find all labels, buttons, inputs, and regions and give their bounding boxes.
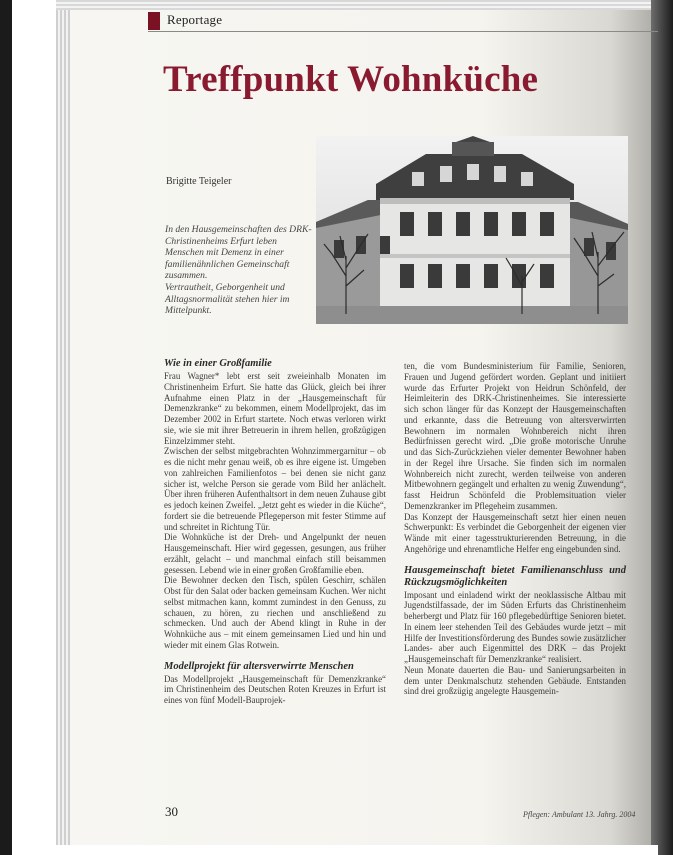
publication-source: Pflegen: Ambulant 13. Jahrg. 2004 [523, 810, 636, 819]
body-paragraph: ten, die vom Bundesministerium für Familie, Senioren, Frauen und Jugend gefördert worden. Geplant und initiiert wurde das Erfurter Projekt von Heidrun Schönfeld, der Heimleiterin des DRK-Christinenheimes. Sie interessierte sich schon länger für das Konzept der Hausgemeinschaften und erkannte, dass die Betreuung von altersverwirrten Bewohnern im normalen Wohnbereich nicht ihren Bedürfnissen gerecht wird. „Die große motorische Unruhe und das Sich-Zurückziehen vieler dementer Bewohner haben in der Regel ihre Ursache. Sie finden sich im normalen Wohnbereich nicht zurecht, werden teilweise von anderen Mitbewohnern gegängelt und erhalten zu wenig Zuwendung“, fasst Heidrun Schönfeld die Problemsituation vieler Demenzkranker im Pflegeheim zusammen. [404, 361, 626, 511]
lead-paragraph: Vertrautheit, Geborgenheit und Alltagsnormalität stehen hier im Mittelpunkt. [165, 281, 290, 317]
section-heading: Modellprojekt für altersverwirrte Menschen [164, 660, 354, 672]
building-photo [316, 136, 628, 324]
body-paragraph: Das Konzept der Hausgemeinschaft setzt hier einen neuen Schwerpunkt: Es verbindet die Geborgenheit der eigenen vier Wände mit einer tagesstrukturierenden Betreuung, in die Angehörige und ehrenamtliche Helfer eng eingebunden sind. [404, 511, 626, 554]
scan-bottom-margin [70, 845, 658, 855]
rubric-rule [148, 31, 658, 32]
page-stack-top-edge [56, 0, 656, 10]
body-paragraph: Neun Monate dauerten die Bau- und Sanierungsarbeiten in dem unter Denkmalschutz stehenden Gebäude. Entstanden sind drei großzügig angelegte Hausgemein- [404, 664, 626, 697]
body-paragraph: Imposant und einladend wirkt der neoklassische Altbau mit Jugendstilfassade, der im Süden Erfurts das Christinenheim beherbergt und Platz für 160 pflegebedürftige Senioren bietet. In einem leer stehenden Teil des Gebäudes wurde jetzt – mit Hilfe der Investitionsförderung des Bundes sowie zusätzlicher Landes- aber auch Eigenmittel des DRK – das Projekt „Hausgemeinschaft für Demenzkranke“ realisiert. [404, 589, 626, 664]
section-heading: Hausgemeinschaft bietet Familienanschluss und Rückzugsmöglichkeiten [404, 564, 626, 588]
building-illustration [316, 136, 628, 324]
text-column-right [404, 361, 626, 697]
body-paragraph: Zwischen der selbst mitgebrachten Wohnzimmergarnitur – ob es die nicht mehr genau weiß, ob es ihre eigene ist. Umgeben von zahlreichen Familienfotos – bei denen sie nicht ganz sicher ist, welche Person sie gerade vom Bild her anlächelt. Über ihren früheren Aufenthaltsort in dem neuen Zuhause gibt es jedoch keinen Zweifel. „Jetzt geht es wieder in die Küche“, fordert sie die betreuende Pflegeperson mit fester Stimme auf und schreitet in Richtung Tür. [164, 446, 386, 532]
article-author: Brigitte Teigeler [166, 176, 232, 187]
lead-paragraph: In den Hausgemeinschaften des DRK-Christinenheims Erfurt leben Menschen mit Demenz in einer familienähnlichen Gemeinschaft zusammen. [165, 224, 312, 282]
scan-background-right [651, 0, 673, 855]
page-number: 30 [165, 804, 178, 819]
body-paragraph: Die Wohnküche ist der Dreh- und Angelpunkt der neuen Hausgemeinschaft. Hier wird gegessen, gesungen, aus früher erzählt, gelacht – und manchmal einfach still beisammen gesessen. Lebend wie in einer großen Großfamilie eben. [164, 532, 386, 575]
rubric-marker [148, 12, 160, 30]
article-title: Treffpunkt Wohnküche [163, 59, 539, 100]
scan-background-left [0, 0, 12, 855]
rubric-label: Reportage [167, 12, 223, 27]
body-paragraph: Die Bewohner decken den Tisch, spülen Geschirr, schälen Obst für den Salat oder backen gemeinsam Kuchen. Wer nicht selbst mitmachen kann, kommt zumindest in den Genuss, zu schauen, zu hören, zu riechen und anschließend zu schmecken. Und auch der Abend klingt in Ruhe in der Wohnküche aus – mit einem gemeinsamen Lied und hin und wieder mit einem Glas Rotwein. [164, 575, 386, 650]
body-paragraph: Frau Wagner* lebt erst seit zweieinhalb Monaten im Christinenheim Erfurt. Sie hatte das Glück, gleich bei ihrer Aufnahme einen Platz in der „Hausgemeinschaft für Demenzkranke“ zu bekommen, einem Modellprojekt, das im Dezember 2002 in Erfurt startete. Noch etwas verloren wirkt sie, wie sie mit ihrer Betreuerin in ihrem hellen, großzügigen Einzelzimmer steht. [164, 371, 386, 446]
body-paragraph: Das Modellprojekt „Hausgemeinschaft für Demenzkranke“ im Christinenheim des Deutschen Roten Kreuzes in Erfurt ist eines von fünf Modell-Bauprojek- [164, 673, 386, 705]
article-lead [165, 224, 315, 317]
text-column-left [164, 358, 386, 706]
section-heading: Wie in einer Großfamilie [164, 358, 272, 369]
